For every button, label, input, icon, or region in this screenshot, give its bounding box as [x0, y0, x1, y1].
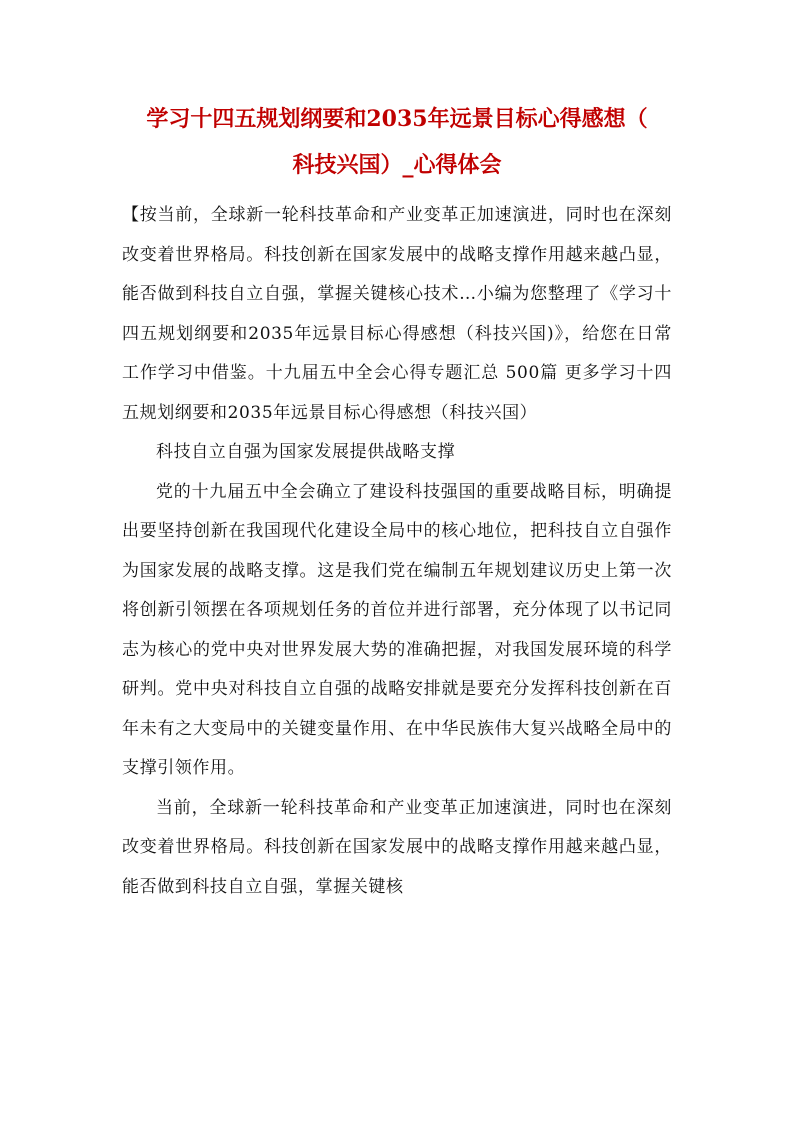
document-body	[122, 196, 672, 907]
document-title	[110, 96, 684, 188]
section-heading: 科技自立自强为国家发展提供战略支撑	[156, 442, 456, 462]
title-line-2: 科技兴国）_心得体会	[292, 152, 502, 178]
body-paragraph: 当前，全球新一轮科技革命和产业变革正加速演进，同时也在深刻改变着世界格局。科技创新在国家发展中的战略支撑作用越来越凸显，能否做到科技自立自强，掌握关键核	[122, 797, 672, 897]
title-line-1: 学习十四五规划纲要和2035年远景目标心得感想（	[146, 106, 648, 132]
intro-paragraph: 【按当前，全球新一轮科技革命和产业变革正加速演进，同时也在深刻改变着世界格局。科技创新在国家发展中的战略支撑作用越来越凸显，能否做到科技自立自强，掌握关键核心技术…小编为您整理了《学习十四五规划纲要和2035年远景目标心得感想（科技兴国)》，给您在日常工作学习中借鉴。十九届五中全会心得专题汇总 500篇 更多学习十四五规划纲要和2035年远景目标心得感想（科技兴国）	[122, 205, 672, 423]
body-paragraph: 党的十九届五中全会确立了建设科技强国的重要战略目标，明确提出要坚持创新在我国现代化建设全局中的核心地位，把科技自立自强作为国家发展的战略支撑。这是我们党在编制五年规划建议历史上第一次将创新引领摆在各项规划任务的首位并进行部署，充分体现了以书记同志为核心的党中央对世界发展大势的准确把握，对我国发展环境的科学研判。党中央对科技自立自强的战略安排就是要充分发挥科技创新在百年未有之大变局中的关键变量作用、在中华民族伟大复兴战略全局中的支撑引领作用。	[122, 481, 672, 778]
